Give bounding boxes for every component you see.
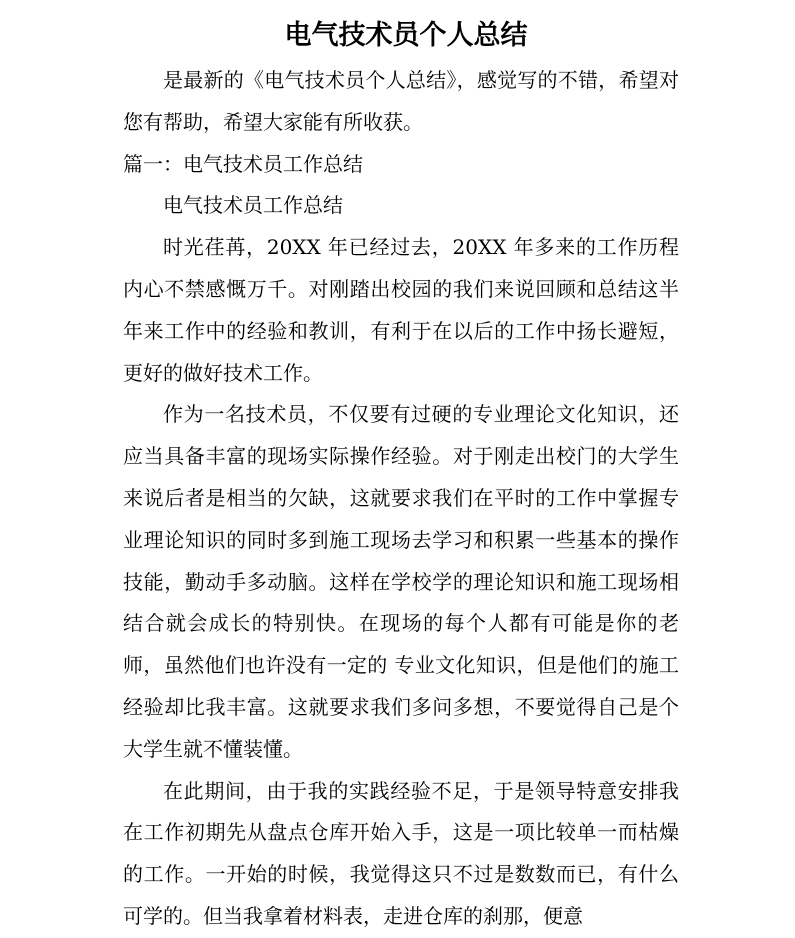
document-title: 电气技术员个人总结 (284, 20, 528, 51)
intro-paragraph: 是最新的《电气技术员个人总结》，感觉写的不错，希望对您有帮助，希望大家能有所收获。 (123, 68, 679, 134)
body-paragraph: 在此期间，由于我的实践经验不足，于是领导特意安排我在工作初期先从盘点仓库开始入手，这是一项比较单一而枯燥的工作。一开始的时候，我觉得这只不过是数数而已，有什么可学的。但当我拿着材料表，走进仓库的刹那，便意 (123, 778, 679, 928)
body-paragraph: 作为一名技术员，不仅要有过硬的专业理论文化知识，还应当具备丰富的现场实际操作经验。对于刚走出校门的大学生来说后者是相当的欠缺，这就要求我们在平时的工作中掌握专业理论知识的同时多到施工现场去学习和积累一些基本的操作技能，勤动手多动脑。这样在学校学的理论知识和施工现场相结合就会成长的特别快。在现场的每个人都有可能是你的老师，虽然他们也许没有一定的 专业文化知识，但是他们的施工经验却比我丰富。这就要求我们多问多想，不要觉得自己是个大学生就不懂装懂。 (123, 402, 679, 761)
section-heading: 篇一：电气技术员工作总结 (123, 151, 363, 176)
body-paragraph: 时光荏苒，20XX 年已经过去，20XX 年多来的工作历程内心不禁感慨万千。对刚踏出校园的我们来说回顾和总结这半年来工作中的经验和教训，有利于在以后的工作中扬长避短，更好的做好技术工作。 (123, 235, 679, 385)
document-body (123, 60, 679, 938)
subsection-heading: 电气技术员工作总结 (163, 193, 343, 218)
